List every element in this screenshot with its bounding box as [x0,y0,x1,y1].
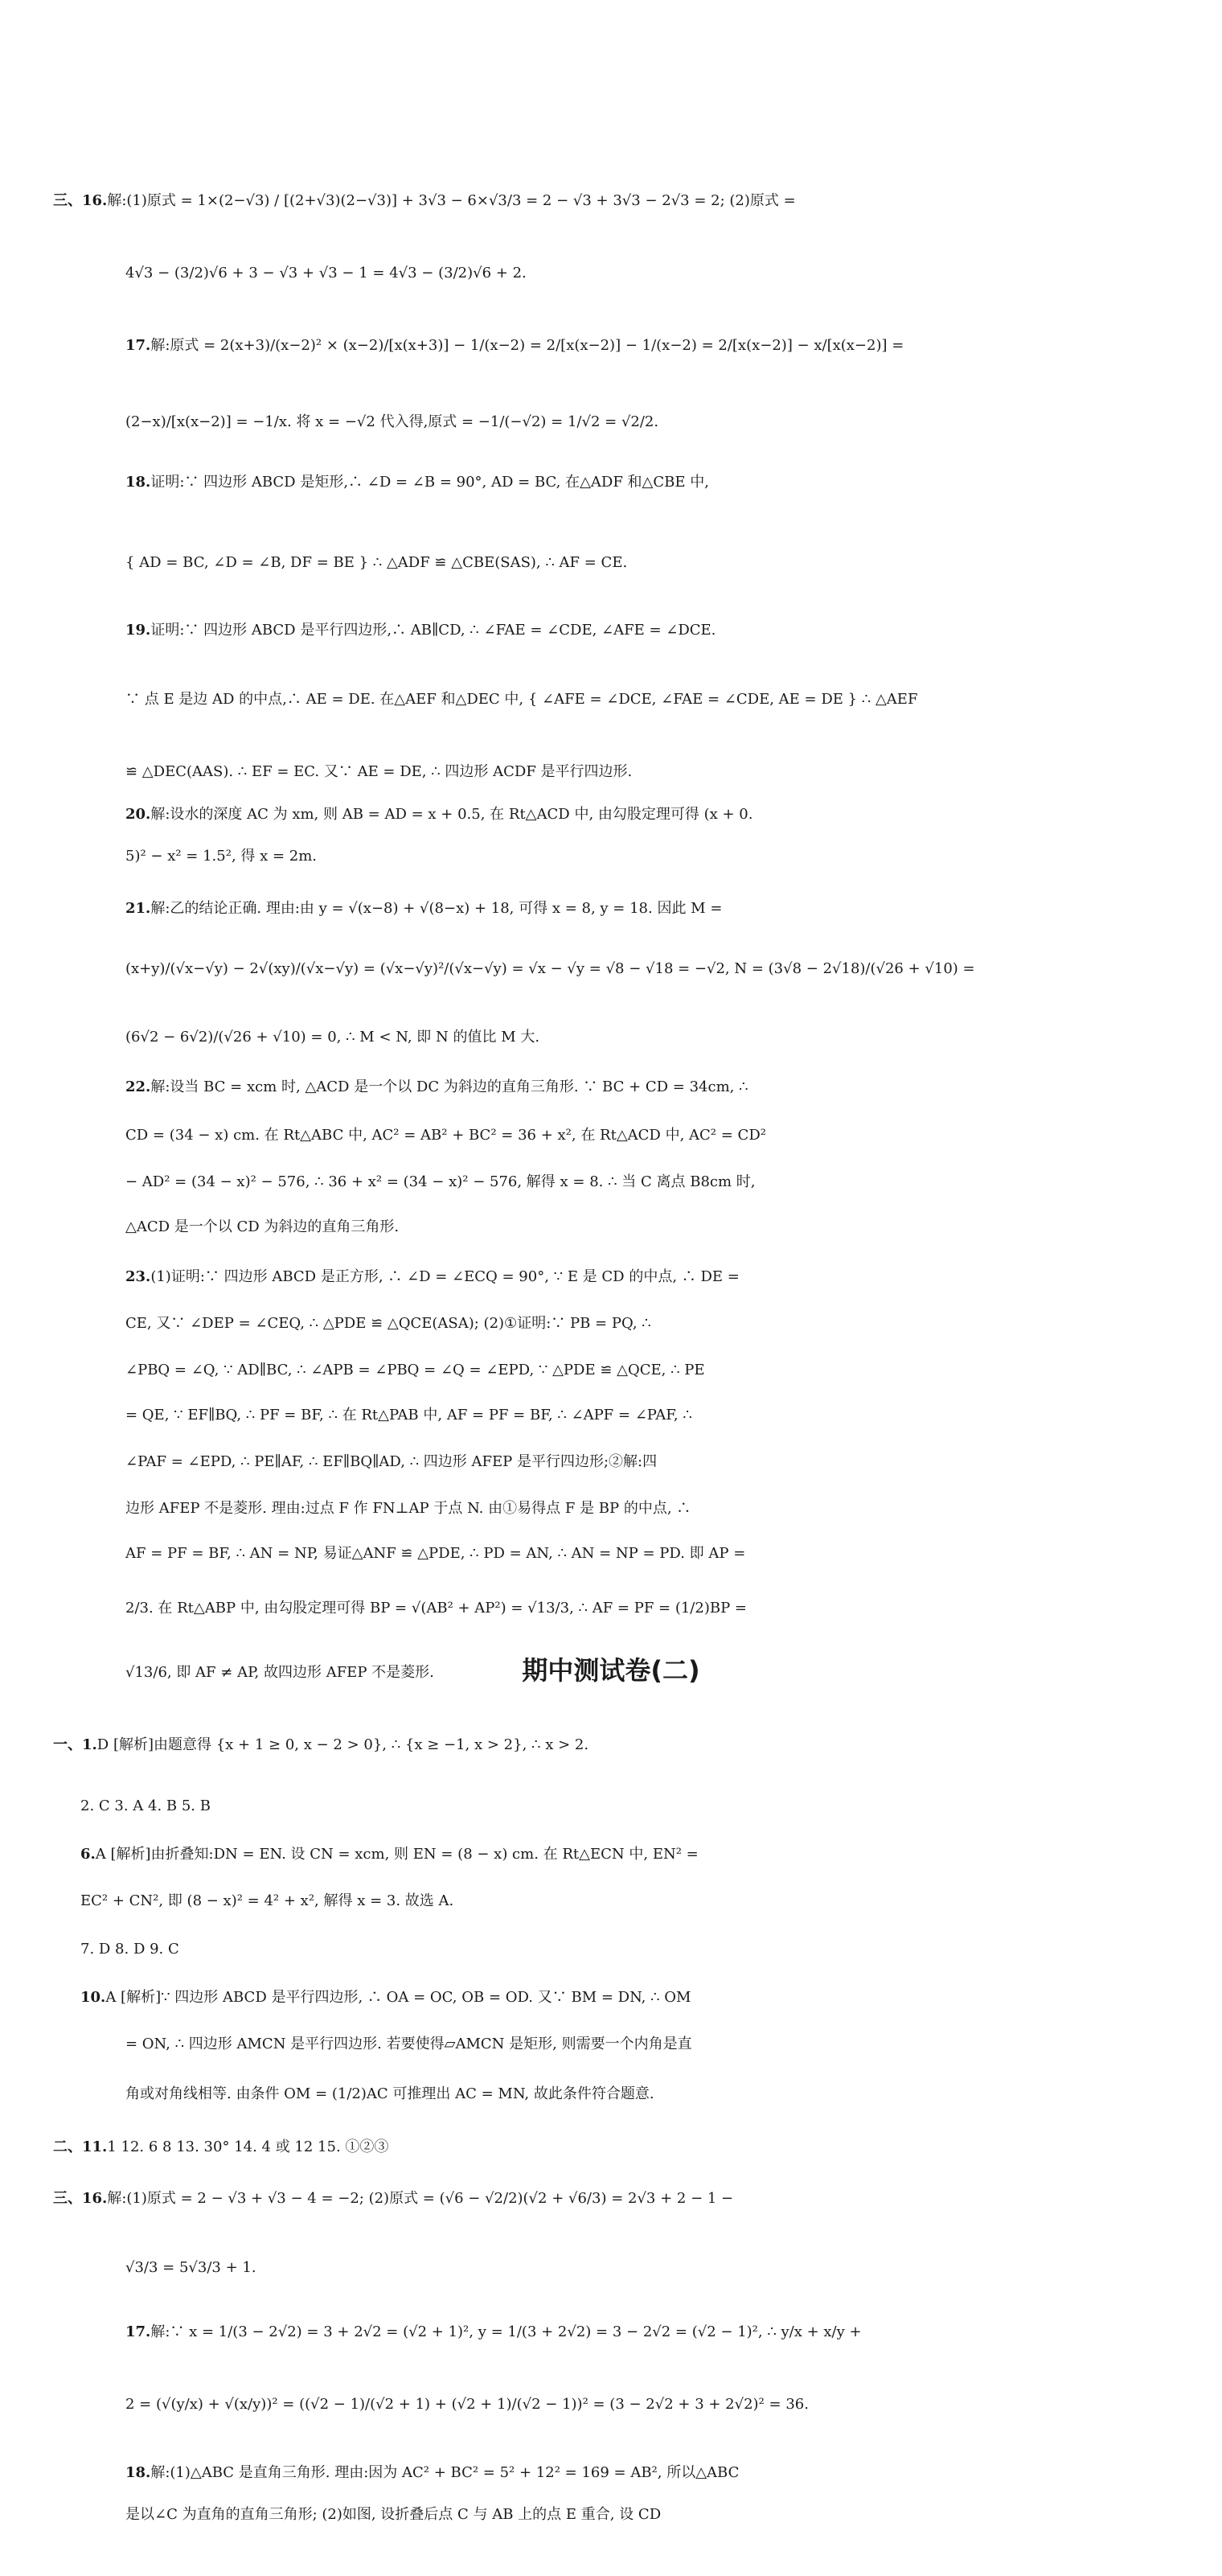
solution-text: (x+y)/(√x−√y) − 2√(xy)/(√x−√y) = (√x−√y)²/(√x−√y) = √x − √y = √8 − √18 = −√2, N = (3√8 − 2√18)/(√26 + √10) = [125,960,975,977]
solution-text: D [解析]由题意得 {x + 1 ≥ 0, x − 2 > 0}, ∴ {x ≥ −1, x > 2}, ∴ x > 2. [96,1736,589,1753]
solution-text: = ON, ∴ 四边形 AMCN 是平行四边形. 若要使得▱AMCN 是矩形, 则需要一个内角是直 [125,2036,692,2052]
solution-text: (1)证明:∵ 四边形 ABCD 是正方形, ∴ ∠D = ∠ECQ = 90°, ∵ E 是 CD 的中点, ∴ DE = [150,1268,740,1285]
solution-text: √3/3 = 5√3/3 + 1. [125,2259,256,2276]
question-number: 23. [125,1268,151,1285]
solution-text: 是以∠C 为直角的直角三角形; (2)如图, 设折叠后点 C 与 AB 上的点 E 重合, 设 CD [125,2506,662,2523]
solution-text: 解:(1)原式 = 2 − √3 + √3 − 4 = −2; (2)原式 = (√6 − √2/2)(√2 + √6/3) = 2√3 + 2 − 1 − [107,2190,734,2207]
solution-line [0,1885,1222,1917]
solution-line [0,2389,1222,2421]
solution-text: 解:(1)△ABC 是直角三角形. 理由:因为 AC² + BC² = 5² + 12² = 169 = AB², 所以△ABC [150,2464,740,2481]
solution-line [0,1982,1222,2014]
solution-line [0,1261,1222,1293]
solution-text: 2. C 3. A 4. B 5. B [80,1797,211,1814]
solution-text: ∠PAF = ∠EPD, ∴ PE∥AF, ∴ EF∥BQ∥AD, ∴ 四边形 AFEP 是平行四边形;②解:四 [125,1453,658,1470]
solution-line [0,1446,1222,1478]
question-number: 17. [125,337,151,354]
section-title: 期中测试卷(二) [522,1655,700,1686]
solution-line [0,406,1222,438]
question-number: 三、16. [53,2190,108,2207]
solution-line [0,1399,1222,1432]
solution-line [0,1839,1222,1871]
solution-line [0,330,1222,362]
solution-line [0,2131,1222,2163]
solution-text: 2/3. 在 Rt△ABP 中, 由勾股定理可得 BP = √(AB² + AP²) = √13/3, ∴ AF = PF = (1/2)BP = [125,1600,747,1617]
solution-line [0,2183,1222,2215]
solution-text: A [解析]∵ 四边形 ABCD 是平行四边形, ∴ OA = OC, OB = OD. 又∵ BM = DN, ∴ OM [105,1989,691,2006]
solution-line [0,684,1222,716]
solution-text: 证明:∵ 四边形 ABCD 是平行四边形,∴ AB∥CD, ∴ ∠FAE = ∠CDE, ∠AFE = ∠DCE. [150,622,716,639]
question-number: 二、11. [53,2138,108,2155]
question-number: 三、16. [53,192,108,209]
question-number: 18. [125,474,151,491]
solution-text: CE, 又∵ ∠DEP = ∠CEQ, ∴ △PDE ≌ △QCE(ASA); (2)①证明:∵ PB = PQ, ∴ [125,1315,651,1332]
solution-line [0,799,1222,831]
solution-text: 解:设当 BC = xcm 时, △ACD 是一个以 DC 为斜边的直角三角形. ∵ BC + CD = 34cm, ∴ [150,1078,748,1095]
solution-text: 解:(1)原式 = 1×(2−√3) / [(2+√3)(2−√3)] + 3√3 − 6×√3/3 = 2 − √3 + 3√3 − 2√3 = 2; (2)原式 = [107,192,796,209]
solution-text: 5)² − x² = 1.5², 得 x = 2m. [125,848,318,865]
solution-text: 边形 AFEP 不是菱形. 理由:过点 F 作 FN⊥AP 于点 N. 由①易得点 F 是 BP 的中点, ∴ [125,1500,691,1517]
solution-line [0,756,1222,788]
solution-text: 4√3 − (3/2)√6 + 3 − √3 + √3 − 1 = 4√3 − (3/2)√6 + 2. [125,265,527,281]
solution-line [0,257,1222,290]
solution-line [0,1354,1222,1387]
solution-line [0,2316,1222,2348]
solution-line [0,614,1222,647]
solution-line [0,1538,1222,1570]
question-number: 6. [80,1846,96,1863]
solution-text: = QE, ∵ EF∥BQ, ∴ PF = BF, ∴ 在 Rt△PAB 中, AF = PF = BF, ∴ ∠APF = ∠PAF, ∴ [125,1407,692,1424]
solution-line [0,1592,1222,1625]
solution-line [0,1657,1222,1689]
solution-text: 2 = (√(y/x) + √(x/y))² = ((√2 − 1)/(√2 + 1) + (√2 + 1)/(√2 − 1))² = (3 − 2√2 + 3 + 2√2)² = 36. [125,2396,809,2413]
solution-line [0,185,1222,217]
solution-line [0,893,1222,925]
solution-text: (6√2 − 6√2)/(√26 + √10) = 0, ∴ M < N, 即 N 的值比 M 大. [125,1029,540,1046]
solution-line [0,953,1222,985]
solution-line [0,840,1222,873]
solution-line [0,1933,1222,1966]
solution-text: − AD² = (34 − x)² − 576, ∴ 36 + x² = (34 − x)² − 576, 解得 x = 8. ∴ 当 C 离点 B8cm 时, [125,1173,756,1190]
solution-line [0,466,1222,499]
solution-line [0,1166,1222,1198]
solution-text: 7. D 8. D 9. C [80,1941,179,1958]
solution-text: 解:设水的深度 AC 为 xm, 则 AB = AD = x + 0.5, 在 Rt△ACD 中, 由勾股定理可得 (x + 0. [150,806,753,823]
solution-text: AF = PF = BF, ∴ AN = NP, 易证△ANF ≌ △PDE, ∴ PD = AN, ∴ AN = NP = PD. 即 AP = [125,1545,746,1562]
question-number: 17. [125,2323,151,2340]
solution-text: CD = (34 − x) cm. 在 Rt△ABC 中, AC² = AB² + BC² = 36 + x², 在 Rt△ACD 中, AC² = CD² [125,1127,766,1144]
question-number: 10. [80,1989,106,2006]
solution-line [0,547,1222,579]
solution-line [0,2252,1222,2284]
solution-text: 解:原式 = 2(x+3)/(x−2)² × (x−2)/[x(x+3)] − 1/(x−2) = 2/[x(x−2)] − 1/(x−2) = 2/[x(x−2)] − x/[x(x−2)] = [150,337,904,354]
solution-text: 解:∵ x = 1/(3 − 2√2) = 3 + 2√2 = (√2 + 1)², y = 1/(3 + 2√2) = 3 − 2√2 = (√2 − 1)², ∴ y/x + x/y + [150,2323,862,2340]
solution-text: { AD = BC, ∠D = ∠B, DF = BE } ∴ △ADF ≌ △CBE(SAS), ∴ AF = CE. [125,554,628,571]
solution-text: 1 12. 6 8 13. 30° 14. 4 或 12 15. ①②③ [107,2138,389,2155]
question-number: 18. [125,2464,151,2481]
solution-line [0,1729,1222,1761]
solution-line [0,1790,1222,1822]
solution-text: ∠PBQ = ∠Q, ∵ AD∥BC, ∴ ∠APB = ∠PBQ = ∠Q = ∠EPD, ∵ △PDE ≌ △QCE, ∴ PE [125,1362,705,1378]
solution-text: 角或对角线相等. 由条件 OM = (1/2)AC 可推理出 AC = MN, 故此条件符合题意. [125,2085,654,2102]
solution-text: △ACD 是一个以 CD 为斜边的直角三角形. [125,1218,400,1235]
solution-text: A [解析]由折叠知:DN = EN. 设 CN = xcm, 则 EN = (8 − x) cm. 在 Rt△ECN 中, EN² = [95,1846,699,1863]
solution-text: 证明:∵ 四边形 ABCD 是矩形,∴ ∠D = ∠B = 90°, AD = BC, 在△ADF 和△CBE 中, [150,474,709,491]
solution-line [0,1493,1222,1525]
solution-text: EC² + CN², 即 (8 − x)² = 4² + x², 解得 x = 3. 故选 A. [80,1892,454,1909]
solution-line [0,2078,1222,2110]
question-number: 21. [125,900,151,917]
solution-text: ≌ △DEC(AAS). ∴ EF = EC. 又∵ AE = DE, ∴ 四边形 ACDF 是平行四边形. [125,763,633,780]
question-number: 19. [125,622,151,639]
solution-text: 解:乙的结论正确. 理由:由 y = √(x−8) + √(8−x) + 18, 可得 x = 8, y = 18. 因此 M = [150,900,723,917]
solution-text: √13/6, 即 AF ≠ AP, 故四边形 AFEP 不是菱形. [125,1664,434,1681]
question-number: 一、1. [53,1736,97,1753]
solution-line [0,1021,1222,1054]
question-number: 20. [125,806,151,823]
solution-line [0,2457,1222,2489]
solution-line [0,1120,1222,1152]
solution-text: (2−x)/[x(x−2)] = −1/x. 将 x = −√2 代入得,原式 = −1/(−√2) = 1/√2 = √2/2. [125,413,659,430]
solution-line [0,1211,1222,1243]
solution-line [0,2028,1222,2060]
solution-line [0,2499,1222,2531]
solution-text: ∵ 点 E 是边 AD 的中点,∴ AE = DE. 在△AEF 和△DEC 中, { ∠AFE = ∠DCE, ∠FAE = ∠CDE, AE = DE } ∴ △AEF [125,691,918,708]
solution-line [0,1308,1222,1340]
question-number: 22. [125,1078,151,1095]
solution-line [0,1071,1222,1103]
